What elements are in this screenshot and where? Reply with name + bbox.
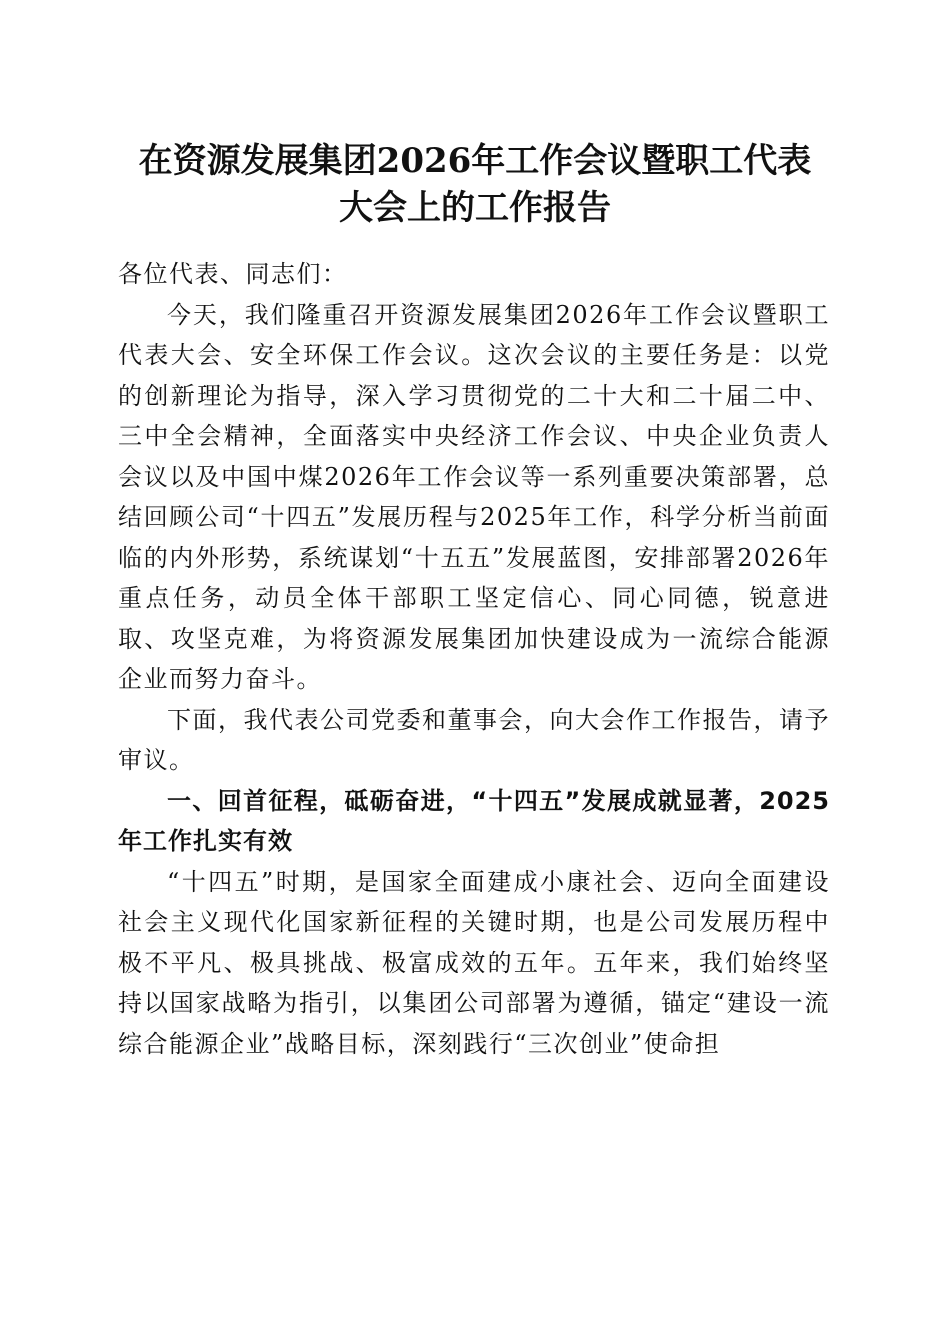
paragraph-opening: 今天，我们隆重召开资源发展集团2026年工作会议暨职工代表大会、安全环保工作会议。这次会议的主要任务是：以党的创新理论为指导，深入学习贯彻党的二十大和二十届二中、三中全会精神，全面落实中央经济工作会议、中央企业负责人会议以及中国中煤2026年工作会议等一系列重要决策部署，总结回顾公司“十四五”发展历程与2025年工作，科学分析当前面临的内外形势，系统谋划“十五五”发展蓝图，安排部署2026年重点任务，动员全体干部职工坚定信心、同心同德，锐意进取、攻坚克难，为将资源发展集团加快建设成为一流综合能源企业而努力奋斗。 (118, 300, 830, 693)
title-line-2: 大会上的工作报告 (339, 188, 611, 228)
title-line-1: 在资源发展集团2026年工作会议暨职工代表 (138, 141, 812, 181)
document-body (118, 254, 830, 1064)
salutation: 各位代表、同志们： (118, 260, 348, 288)
paragraph-section-1: “十四五”时期，是国家全面建成小康社会、迈向全面建设社会主义现代化国家新征程的关键时期，也是公司发展历程中极不平凡、极具挑战、极富成效的五年。五年来，我们始终坚持以国家战略为指引，以集团公司部署为遵循，锚定“建设一流综合能源企业”战略目标，深刻践行“三次创业”使命担 (118, 867, 830, 1058)
paragraph-report-intro: 下面，我代表公司党委和董事会，向大会作工作报告，请予审议。 (118, 705, 830, 774)
document-title (118, 138, 832, 232)
section-heading-1: 一、回首征程，砥砺奋进，“十四五”发展成就显著，2025年工作扎实有效 (118, 786, 830, 855)
